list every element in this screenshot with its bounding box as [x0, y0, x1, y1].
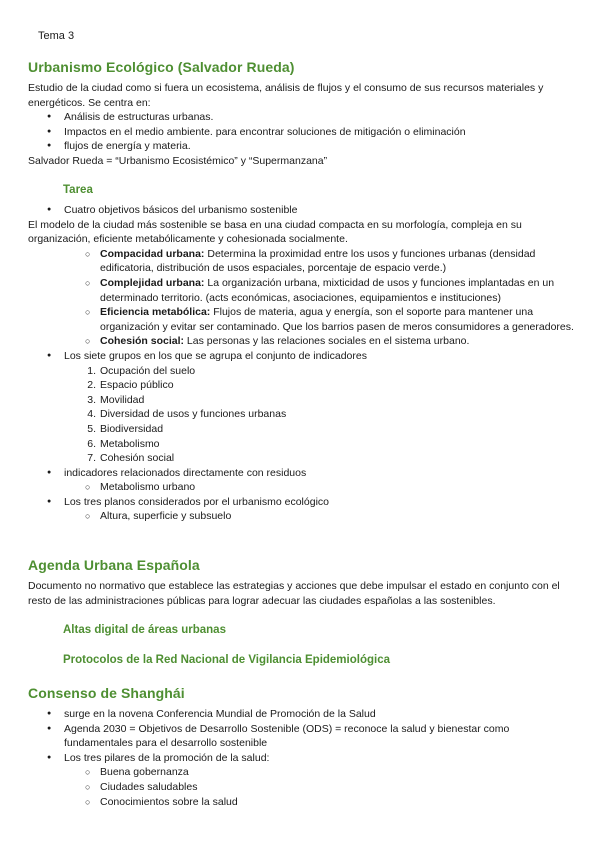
- tarea-body: [28, 203, 580, 524]
- objectives-list: [28, 247, 580, 349]
- agenda-body: [28, 579, 580, 608]
- group-item: 3. Movilidad: [87, 393, 145, 406]
- group-item: 2. Espacio público: [87, 379, 174, 392]
- objective-term: Compacidad urbana:: [100, 247, 205, 260]
- focus-list: [28, 110, 580, 154]
- section-title-agenda: Agenda Urbana Española: [28, 557, 200, 573]
- rueda-note: Salvador Rueda = “Urbanismo Ecosistémico” y “Supermanzana”: [28, 154, 328, 167]
- topic-label: Tema 3: [38, 30, 75, 42]
- objective-term: Complejidad urbana:: [100, 276, 205, 289]
- shanghai-body: [28, 707, 580, 809]
- objective-item: ○ Complejidad urbana: La organización urbana, mixticidad de usos y funciones implantadas en un determinado territorio. (acts económicas, asociaciones, equipamientos e instituciones): [28, 276, 580, 305]
- list-item: ● Los tres planos considerados por el urbanismo ecológico: [28, 495, 580, 510]
- list-item: ● Agenda 2030 = Objetivos de Desarrollo Sostenible (ODS) = reconoce la salud y bienestar como fundamentales para el desarrollo sostenible: [28, 722, 580, 751]
- list-subitem: ○ Metabolismo urbano: [28, 480, 580, 495]
- list-item: ● Análisis de estructuras urbanas.: [28, 110, 580, 125]
- list-item: ● surge en la novena Conferencia Mundial de Promoción de la Salud: [28, 707, 580, 722]
- group-item: 1. Ocupación del suelo: [87, 364, 196, 377]
- list-item: ● indicadores relacionados directamente con residuos: [28, 466, 580, 481]
- objective-term: Eficiencia metabólica:: [100, 306, 211, 319]
- list-item: ● Impactos en el medio ambiente. para encontrar soluciones de mitigación o eliminación: [28, 125, 580, 140]
- subsection-title-protocolos: Protocolos de la Red Nacional de Vigilancia Epidemiológica: [63, 654, 390, 666]
- list-subitem: ○ Altura, superficie y subsuelo: [28, 509, 580, 524]
- section-urbanismo-body: [28, 81, 580, 169]
- objective-item: ○ Eficiencia metabólica: Flujos de materia, agua y energía, son el soporte para mantener una organización y evitar ser contaminado. Que los barrios pasen de meros consumidores a generadores.: [28, 305, 580, 334]
- objective-item: ○ Cohesión social: Las personas y las relaciones sociales en el sistema urbano.: [28, 334, 580, 349]
- objective-item: ○ Compacidad urbana: Determina la proximidad entre los usos y funciones urbanas (densidad edificatoria, distribución de usos espaciales, porcentaje de espacio verde.): [28, 247, 580, 276]
- section-title-shanghai: Consenso de Shanghái: [28, 685, 185, 701]
- agenda-paragraph: Documento no normativo que establece las estrategias y acciones que debe impulsar el estado en conjunto con el resto de las administraciones públicas para lograr adecuar las ciudades españolas a las sostenibles.: [28, 580, 560, 607]
- group-item: 4. Diversidad de usos y funciones urbanas: [87, 408, 287, 421]
- subsection-title-atlas: Altas digital de áreas urbanas: [63, 624, 226, 636]
- model-paragraph: El modelo de la ciudad más sostenible se basa en una ciudad compacta en su morfología, compleja en su organización, eficiente metabólicamente y cohesionada socialmente.: [28, 218, 522, 246]
- list-item: ● Los siete grupos en los que se agrupa el conjunto de indicadores: [28, 349, 580, 364]
- objective-term: Cohesión social:: [100, 335, 185, 348]
- section-title-urbanismo: Urbanismo Ecológico (Salvador Rueda): [28, 59, 295, 75]
- intro-paragraph: Estudio de la ciudad como si fuera un ecosistema, análisis de flujos y el consumo de sus recursos materiales y energéticos. Se centra en:: [28, 82, 544, 109]
- pillar-item: ○ Ciudades saludables: [28, 780, 580, 795]
- group-item: 7. Cohesión social: [87, 452, 175, 465]
- list-item: ● flujos de energía y materia.: [28, 139, 580, 154]
- group-item: 5. Biodiversidad: [87, 422, 164, 435]
- subsection-title-tarea: Tarea: [63, 184, 93, 196]
- list-item: ● Los tres pilares de la promoción de la salud:: [28, 751, 580, 766]
- list-item: ● Cuatro objetivos básicos del urbanismo sostenible: [28, 203, 580, 218]
- indicator-groups-list: [28, 364, 580, 466]
- pillar-item: ○ Conocimientos sobre la salud: [28, 795, 580, 810]
- pillar-item: ○ Buena gobernanza: [28, 765, 580, 780]
- group-item: 6. Metabolismo: [87, 437, 160, 450]
